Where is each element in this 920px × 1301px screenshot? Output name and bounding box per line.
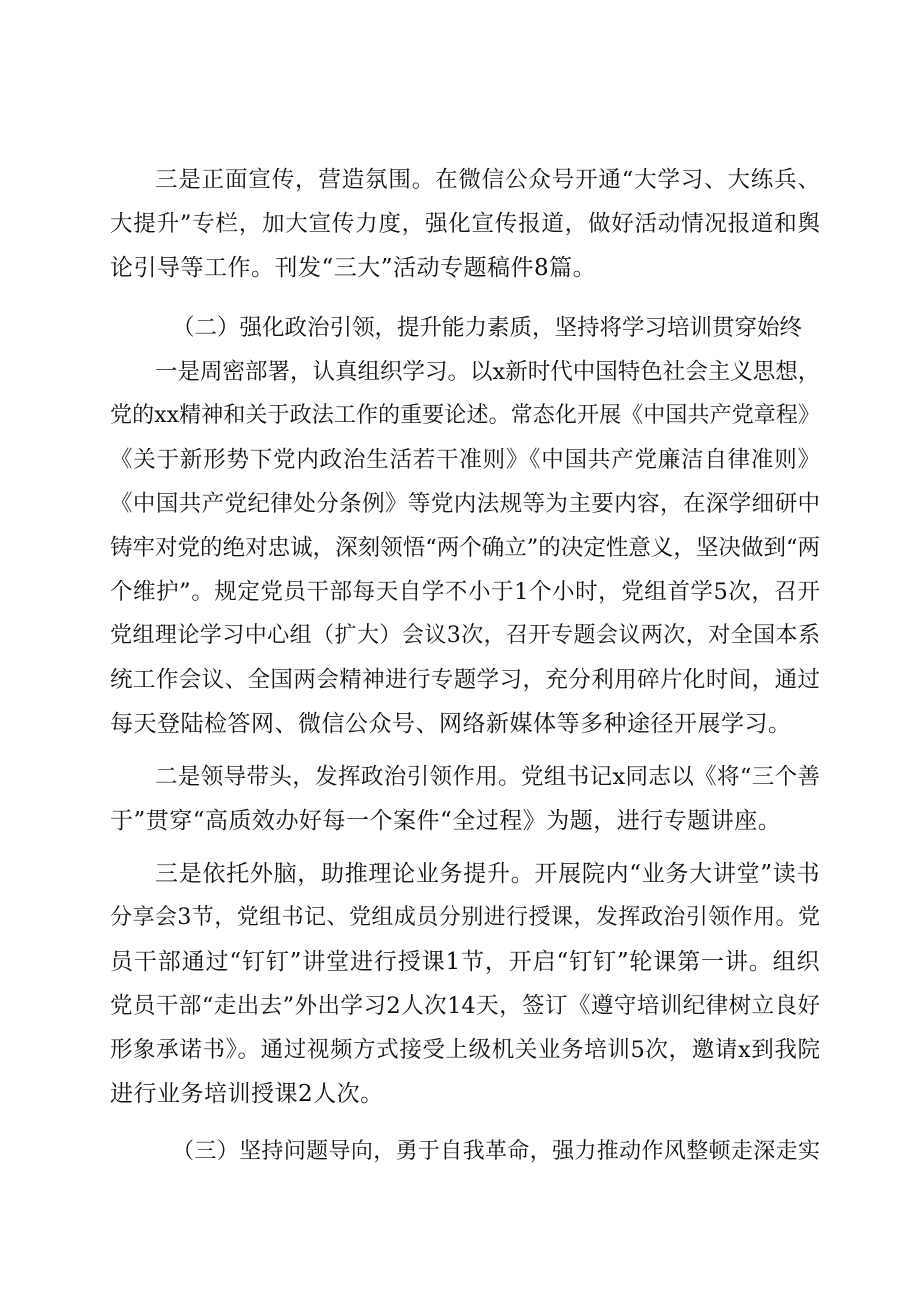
paragraph-line: 论引导等工作。刊发“三大”活动专题稿件8篇。 bbox=[110, 255, 597, 281]
paragraph-line: 铸牢对党的绝对忠诚，深刻领悟“两个确立”的决定性意义，坚决做到“两 bbox=[110, 535, 820, 561]
paragraph-line: 一是周密部署，认真组织学习。以x新时代中国特色社会主义思想， bbox=[155, 359, 821, 385]
paragraph-line: 二是领导带头，发挥政治引领作用。党组书记x同志以《将“三个善 bbox=[155, 764, 820, 790]
paragraph-line: 大提升”专栏，加大宣传力度，强化宣传报道，做好活动情况报道和舆 bbox=[110, 211, 820, 237]
paragraph-line: 党组理论学习中心组（扩大）会议3次，召开专题会议两次，对全国本系 bbox=[110, 623, 820, 648]
paragraph-line: 党员干部“走出去”外出学习2人次14天，签订《遵守培训纪律树立良好 bbox=[110, 993, 820, 1019]
paragraph-line: 每天登陆检答网、微信公众号、网络新媒体等多种途径开展学习。 bbox=[110, 711, 792, 737]
paragraph-line: 于”贯穿“高质效办好每一个案件“全过程》为题，进行专题讲座。 bbox=[110, 808, 782, 834]
paragraph-line: 三是依托外脑，助推理论业务提升。开展院内“业务大讲堂”读书 bbox=[155, 861, 820, 887]
section-heading: （三）坚持问题导向，勇于自我革命，强力推动作风整顿走深走实 bbox=[172, 1139, 820, 1164]
paragraph-line: 党的xx精神和关于政法工作的重要论述。常态化开展《中国共产党章程》 bbox=[110, 403, 820, 428]
paragraph-line: 个维护”。规定党员干部每天自学不小于1个小时，党组首学5次，召开 bbox=[110, 579, 820, 605]
paragraph-line: 《中国共产党纪律处分条例》等党内法规等为主要内容，在深学细研中 bbox=[110, 491, 820, 517]
paragraph-line: 《关于新形势下党内政治生活若干准则》《中国共产党廉洁自律准则》 bbox=[110, 447, 820, 473]
paragraph-line: 三是正面宣传，营造氛围。在微信公众号开通“大学习、大练兵、 bbox=[155, 167, 820, 193]
section-heading: （二）强化政治引领，提升能力素质，坚持将学习培训贯穿始终 bbox=[172, 315, 803, 341]
paragraph-line: 分享会3节，党组书记、党组成员分别进行授课，发挥政治引领作用。党 bbox=[110, 905, 820, 930]
paragraph-line: 进行业务培训授课2人次。 bbox=[110, 1081, 384, 1107]
paragraph-line: 员干部通过“钉钉”讲堂进行授课1节，开启“钉钉”轮课第一讲。组织 bbox=[110, 949, 820, 975]
paragraph-line: 形象承诺书》。通过视频方式接受上级机关业务培训5次，邀请x到我院 bbox=[110, 1037, 820, 1063]
paragraph-line: 统工作会议、全国两会精神进行专题学习，充分利用碎片化时间，通过 bbox=[110, 667, 820, 693]
